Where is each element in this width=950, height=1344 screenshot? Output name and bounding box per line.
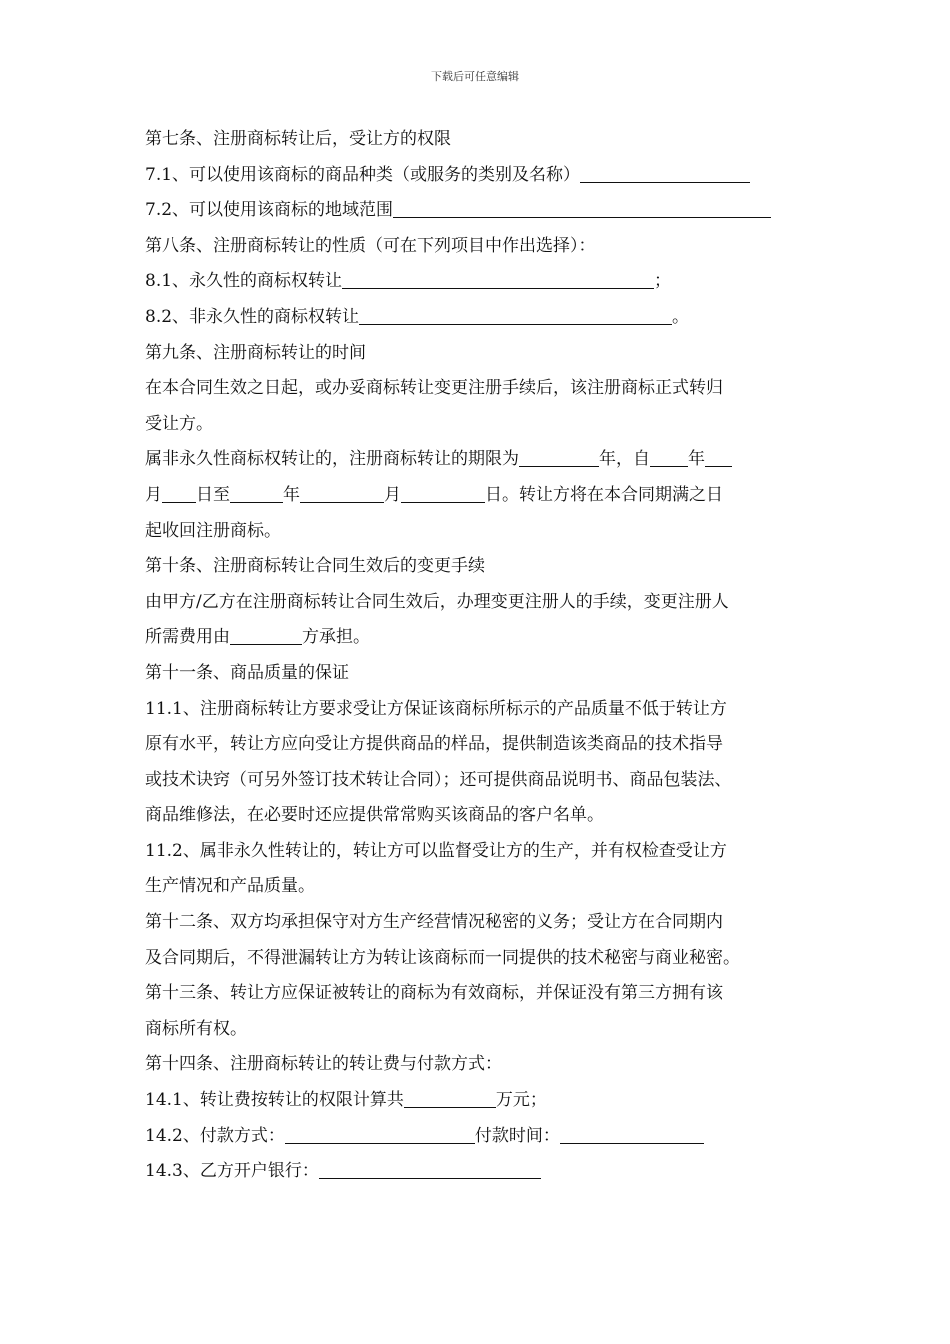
line-text: 所需费用由 xyxy=(145,627,230,648)
contract-line xyxy=(145,407,810,443)
contract-line xyxy=(145,620,810,656)
fill-in-blank[interactable] xyxy=(519,446,599,467)
contract-line xyxy=(145,1154,810,1190)
line-text: 属非永久性商标权转让的，注册商标转让的期限为 xyxy=(145,449,519,470)
contract-line xyxy=(145,763,810,799)
contract-line xyxy=(145,229,810,265)
line-text: 7.1、可以使用该商标的商品种类（或服务的类别及名称） xyxy=(145,164,581,185)
fill-in-blank[interactable] xyxy=(230,482,283,503)
contract-line xyxy=(145,193,810,229)
line-text: 及合同期后，不得泄漏转让方为转让该商标而一同提供的技术秘密与商业秘密。 xyxy=(145,947,740,968)
contract-line xyxy=(145,1012,810,1048)
page-header-note: 下载后可任意编辑 xyxy=(431,70,519,83)
fill-in-blank[interactable] xyxy=(162,482,196,503)
line-text: 生产情况和产品质量。 xyxy=(145,876,315,897)
contract-line xyxy=(145,692,810,728)
fill-in-blank[interactable] xyxy=(359,304,672,325)
line-text: ； xyxy=(654,271,672,292)
line-text: 第九条、注册商标转让的时间 xyxy=(145,342,366,363)
contract-line xyxy=(145,585,810,621)
line-text: 由甲方/乙方在注册商标转让合同生效后，办理变更注册人的手续，变更注册人 xyxy=(145,591,729,612)
contract-line xyxy=(145,158,810,194)
line-text: 第八条、注册商标转让的性质（可在下列项目中作出选择）： xyxy=(145,235,596,256)
line-text: 14.1、转让费按转让的权限计算共 xyxy=(145,1090,404,1111)
contract-line xyxy=(145,300,810,336)
fill-in-blank[interactable] xyxy=(285,1123,475,1144)
fill-in-blank[interactable] xyxy=(580,162,750,183)
contract-line xyxy=(145,264,810,300)
line-text: 7.2、可以使用该商标的地域范围 xyxy=(145,200,394,221)
contract-line xyxy=(145,549,810,585)
contract-line xyxy=(145,834,810,870)
fill-in-blank[interactable] xyxy=(300,482,384,503)
contract-line xyxy=(145,727,810,763)
line-text: 原有水平，转让方应向受让方提供商品的样品，提供制造该类商品的技术指导 xyxy=(145,734,723,755)
line-text: 第七条、注册商标转让后，受让方的权限 xyxy=(145,129,451,149)
contract-line xyxy=(145,1047,810,1083)
line-text: 年 xyxy=(688,449,705,470)
contract-line xyxy=(145,1083,810,1119)
line-text: 8.1、永久性的商标权转让 xyxy=(145,271,343,292)
fill-in-blank[interactable] xyxy=(650,446,688,467)
line-text: 或技术诀窍（可另外签订技术转让合同）；还可提供商品说明书、商品包装法、 xyxy=(145,769,732,790)
line-text: 第十条、注册商标转让合同生效后的变更手续 xyxy=(145,556,485,577)
contract-line xyxy=(145,905,810,941)
contract-body xyxy=(145,122,810,1190)
line-text: 14.3、乙方开户银行： xyxy=(145,1161,319,1182)
line-text: 日。转让方将在本合同期满之日 xyxy=(485,484,723,505)
line-text: 11.2、属非永久性转让的，转让方可以监督受让方的生产，并有权检查受让方 xyxy=(145,840,727,861)
fill-in-blank[interactable] xyxy=(705,446,732,467)
contract-line xyxy=(145,941,810,977)
contract-line xyxy=(145,478,810,514)
contract-line xyxy=(145,514,810,550)
line-text: 第十四条、注册商标转让的转让费与付款方式： xyxy=(145,1054,502,1075)
fill-in-blank[interactable] xyxy=(404,1087,496,1108)
fill-in-blank[interactable] xyxy=(401,482,485,503)
line-text: 方承担。 xyxy=(302,627,370,648)
line-text: 受让方。 xyxy=(145,413,213,434)
line-text: 11.1、注册商标转让方要求受让方保证该商标所标示的产品质量不低于转让方 xyxy=(145,698,727,719)
contract-line xyxy=(145,656,810,692)
line-text: 14.2、付款方式： xyxy=(145,1125,285,1146)
line-text: 日至 xyxy=(196,484,230,505)
contract-line xyxy=(145,869,810,905)
line-text: 。 xyxy=(672,306,690,327)
fill-in-blank[interactable] xyxy=(342,268,654,289)
fill-in-blank[interactable] xyxy=(319,1158,541,1179)
contract-line xyxy=(145,122,810,158)
contract-line xyxy=(145,442,810,478)
line-text: 万元； xyxy=(495,1090,547,1111)
line-text: 8.2、非永久性的商标权转让 xyxy=(145,306,360,327)
line-text: 商品维修法，在必要时还应提供常常购买该商品的客户名单。 xyxy=(145,805,604,826)
line-text: 年，自 xyxy=(599,449,650,470)
contract-line xyxy=(145,1119,810,1155)
contract-line xyxy=(145,798,810,834)
contract-line xyxy=(145,371,810,407)
line-text: 在本合同生效之日起，或办妥商标转让变更注册手续后，该注册商标正式转归 xyxy=(145,378,723,399)
fill-in-blank[interactable] xyxy=(393,197,771,218)
contract-line xyxy=(145,336,810,372)
line-text: 付款时间： xyxy=(474,1125,560,1146)
line-text: 第十三条、转让方应保证被转让的商标为有效商标，并保证没有第三方拥有该 xyxy=(145,983,723,1004)
contract-line xyxy=(145,976,810,1012)
line-text: 年 xyxy=(283,484,300,505)
fill-in-blank[interactable] xyxy=(560,1123,704,1144)
line-text: 月 xyxy=(384,484,401,505)
line-text: 月 xyxy=(145,484,162,505)
fill-in-blank[interactable] xyxy=(230,624,302,645)
line-text: 第十二条、双方均承担保守对方生产经营情况秘密的义务；受让方在合同期内 xyxy=(145,912,723,933)
line-text: 商标所有权。 xyxy=(145,1018,247,1039)
line-text: 第十一条、商品质量的保证 xyxy=(145,662,349,683)
line-text: 起收回注册商标。 xyxy=(145,520,281,541)
